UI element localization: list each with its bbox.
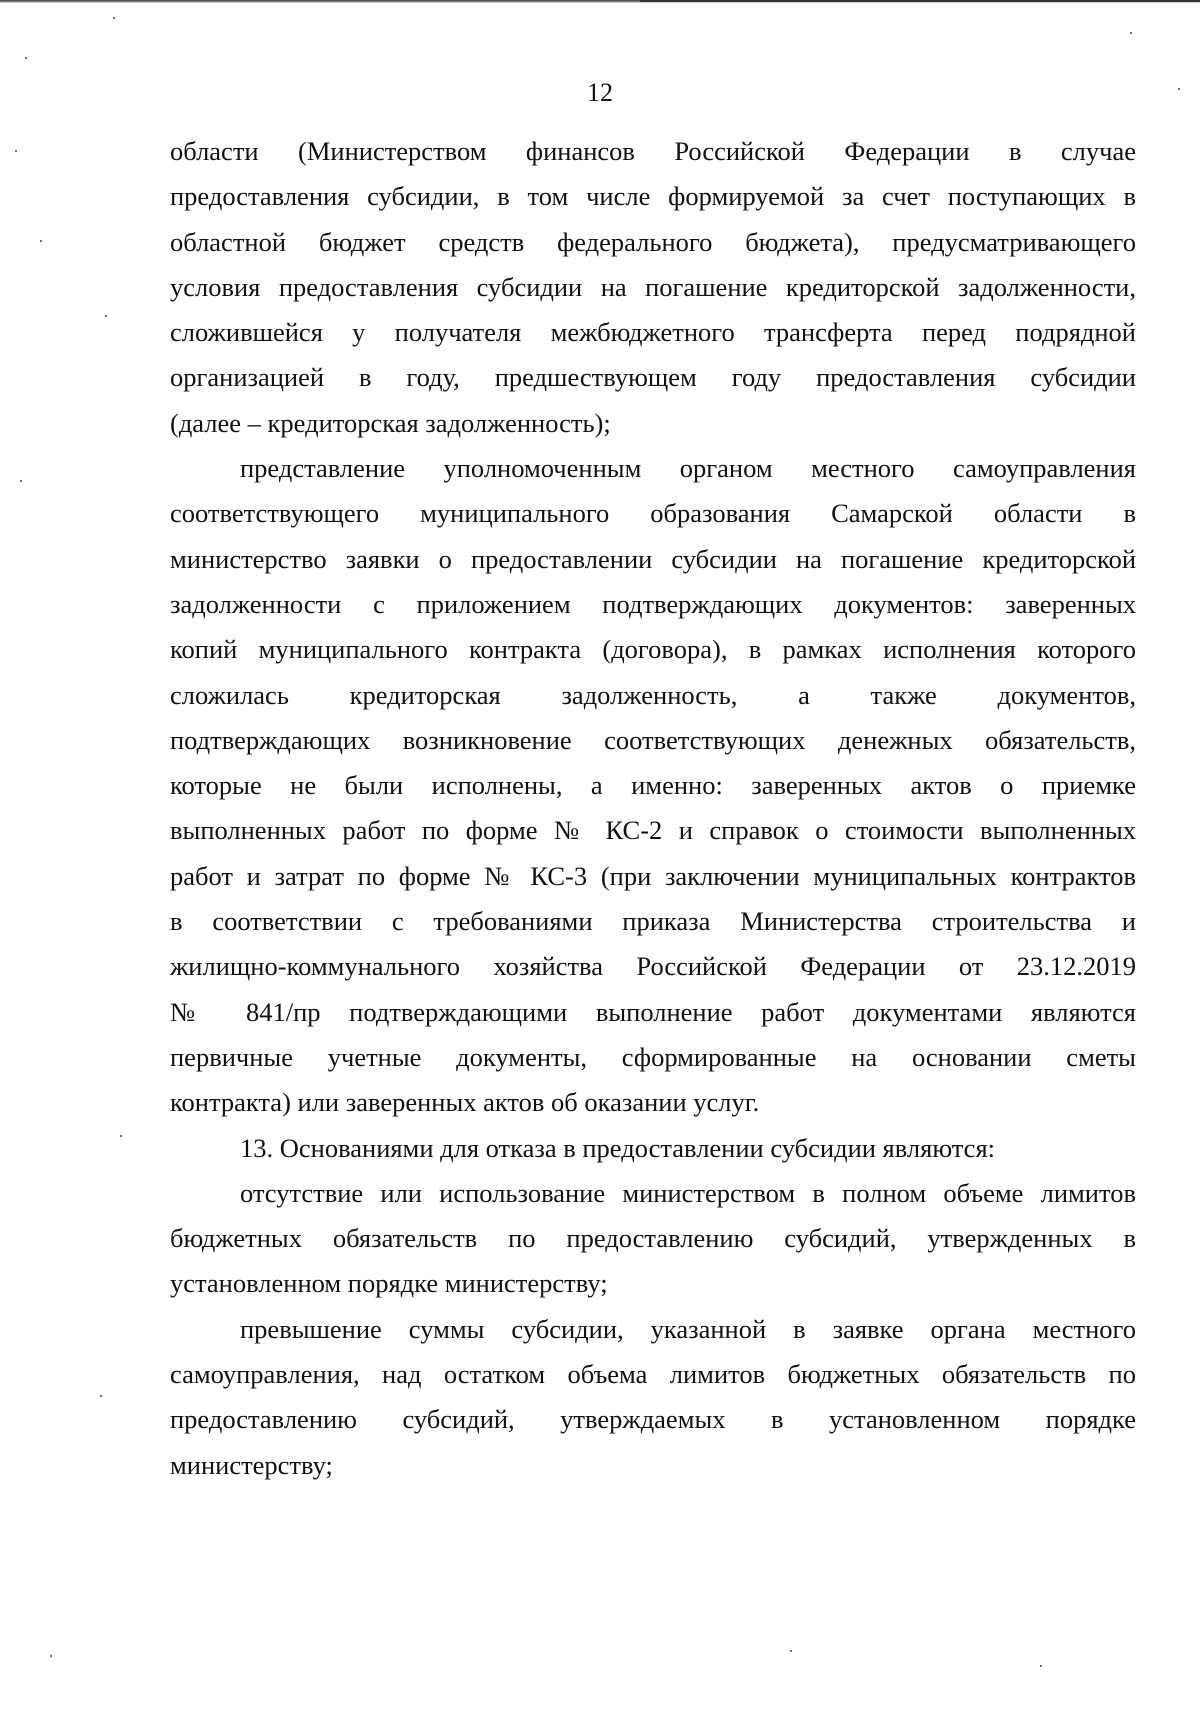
document-body [170, 136, 1136, 1495]
text-line: министерству; [170, 1449, 333, 1480]
text-line: работ и затрат по форме № КС-3 (при заключении муниципальных контрактов [170, 860, 1136, 891]
page-number: 12 [587, 78, 613, 107]
text-line: 13. Основаниями для отказа в предоставлении субсидии являются: [240, 1132, 995, 1163]
text-line: установленном порядке министерству; [170, 1268, 608, 1299]
text-line: министерство заявки о предоставлении субсидии на погашение кредиторской [170, 543, 1136, 574]
scan-speck [40, 240, 42, 242]
text-line: областной бюджет средств федерального бюджета), предусматривающего [170, 226, 1136, 257]
text-line: условия предоставления субсидии на погашение кредиторской задолженности, [170, 271, 1136, 302]
text-line: отсутствие или использование министерством в полном объеме лимитов [240, 1177, 1136, 1208]
paragraph [170, 136, 1136, 453]
scan-speck [790, 1650, 792, 1652]
scan-speck [1040, 1665, 1042, 1667]
text-line: представление уполномоченным органом местного самоуправления [240, 453, 1136, 484]
text-line: выполненных работ по форме № КС-2 и справок о стоимости выполненных [170, 815, 1136, 846]
scan-speck [50, 1655, 52, 1657]
paragraph [170, 453, 1136, 1132]
scan-speck [1130, 32, 1132, 34]
text-line: жилищно-коммунального хозяйства Российской Федерации от 23.12.2019 [170, 951, 1136, 982]
text-line: сложилась кредиторская задолженность, а также документов, [170, 679, 1136, 710]
scan-speck [120, 1135, 122, 1137]
text-line: задолженности с приложением подтверждающих документов: заверенных [170, 588, 1136, 619]
scan-speck [25, 57, 27, 59]
text-line: соответствующего муниципального образования Самарской области в [170, 498, 1136, 529]
text-line: подтверждающих возникновение соответствующих денежных обязательств, [170, 724, 1136, 755]
text-line: области (Министерством финансов Российской Федерации в случае [170, 136, 1136, 166]
text-line: контракта) или заверенных актов об оказании услуг. [170, 1087, 760, 1118]
text-line: сложившейся у получателя межбюджетного трансферта перед подрядной [170, 317, 1136, 348]
scan-speck [20, 480, 22, 482]
scan-speck [113, 17, 115, 19]
text-line: копий муниципального контракта (договора), в рамках исполнения которого [170, 634, 1136, 665]
paragraph [170, 1178, 1136, 1314]
text-line: (далее – кредиторская задолженность); [170, 407, 611, 438]
scan-speck [100, 1395, 102, 1397]
section-13-paragraph [170, 1133, 1136, 1178]
paragraph [170, 1314, 1136, 1495]
scan-speck [105, 315, 107, 317]
text-line: превышение суммы субсидии, указанной в заявке органа местного [240, 1313, 1136, 1344]
text-line: самоуправления, над остатком объема лимитов бюджетных обязательств по [170, 1359, 1136, 1390]
text-line: в соответствии с требованиями приказа Министерства строительства и [170, 906, 1136, 937]
text-line: № 841/пр подтверждающими выполнение работ документами являются [170, 996, 1136, 1027]
text-line: первичные учетные документы, сформированные на основании сметы [170, 1041, 1136, 1072]
text-line: бюджетных обязательств по предоставлению субсидий, утвержденных в [170, 1223, 1136, 1254]
text-line: предоставления субсидии, в том числе формируемой за счет поступающих в [170, 181, 1136, 212]
scan-speck [15, 150, 17, 152]
scan-top-edge-shadow [640, 0, 1200, 2]
text-line: организацией в году, предшествующем году предоставления субсидии [170, 362, 1136, 393]
text-line: которые не были исполнены, а именно: заверенных актов о приемке [170, 770, 1136, 801]
text-line: предоставлению субсидий, утверждаемых в установленном порядке [170, 1404, 1136, 1435]
